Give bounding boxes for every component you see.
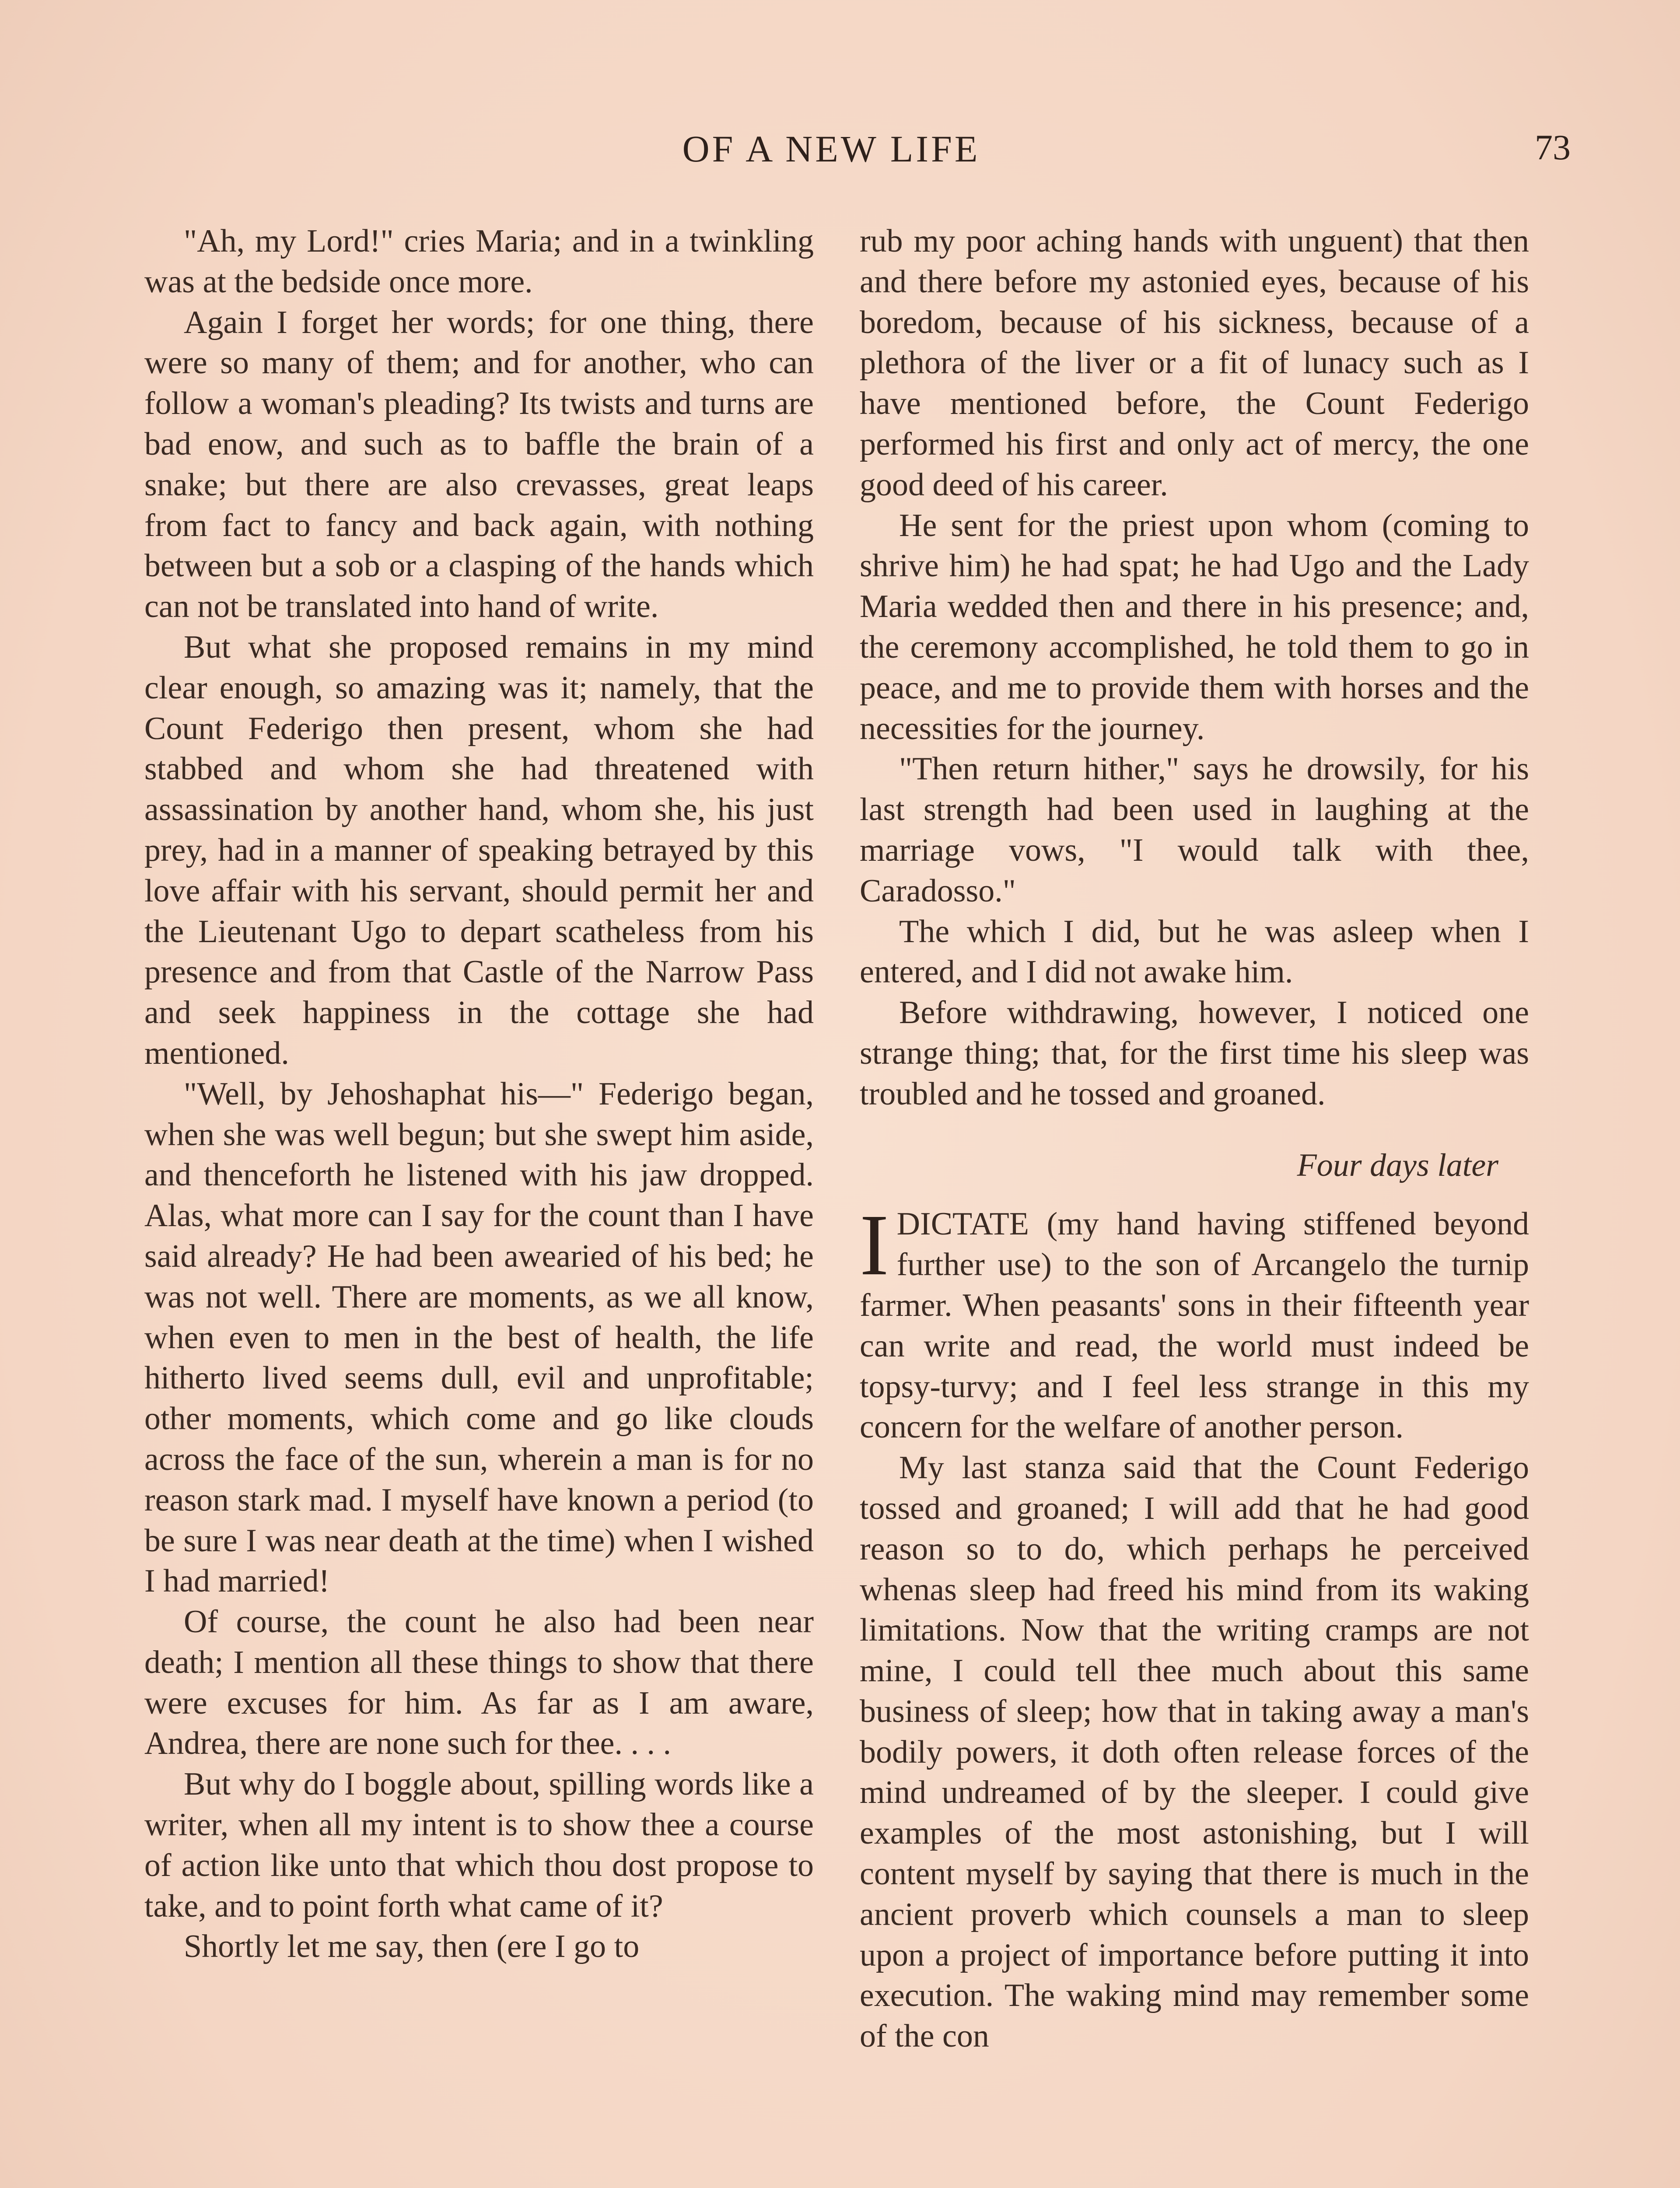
running-title: OF A NEW LIFE: [682, 128, 980, 170]
paragraph: He sent for the priest upon whom (coming to shrive him) he had spat; he had Ugo and the Lady Maria wedded then and there in his presence; and, the ceremony accomplished, he told them to go in peace, and me to provide them with horses and the necessities for the journey.: [860, 507, 1529, 747]
paragraph: But what she proposed remains in my mind clear enough, so amazing was it; namely, that the Count Federigo then present, whom she had stabbed and whom she had threatened with assassination by another hand, whom she, his just prey, had in a manner of speaking betrayed by this love affair with his servant, should permit her and the Lieutenant Ugo to depart scatheless from his presence and from that Castle of the Narrow Pass and seek happiness in the cottage she had mentioned.: [144, 629, 814, 1071]
paragraph: Of course, the count he also had been near death; I mention all these things to show that there were excuses for him. As far as I am aware, Andrea, there are none such for thee. . . .: [144, 1604, 814, 1762]
left-column: [144, 221, 814, 1967]
paragraph: Before withdrawing, however, I noticed one strange thing; that, for the first time his sleep was troubled and he tossed and groaned.: [860, 995, 1529, 1112]
paragraph: rub my poor aching hands with unguent) that then and there before my astonied eyes, because of his boredom, because of his sickness, because of a plethora of the liver or a fit of lunacy such as I have mentioned before, the Count Federigo performed his first and only act of mercy, the one good deed of his career.: [860, 223, 1529, 503]
paragraph: My last stanza said that the Count Federigo tossed and groaned; I will add that he had good reason so to do, which perhaps he perceived whenas sleep had freed his mind from its waking limitations. Now that the writing cramps are not mine, I could tell thee much about this same business of sleep; how that in taking away a man's bodily powers, it doth often release forces of the mind undreamed of by the sleeper. I could give examples of the most astonishing, but I will content myself by saying that there is much in the ancient proverb which counsels a man to sleep upon a project of importance before putting it into execution. The waking mind may remember some of the con: [860, 1450, 1529, 2055]
dropcap-paragraph: [860, 1197, 1529, 1448]
right-column: [860, 221, 1529, 2057]
page-number: 73: [1535, 127, 1571, 167]
paragraph: "Then return hither," says he drowsily, for his last strength had been used in laughing at the marriage vows, "I would talk with thee, Caradosso.": [860, 751, 1529, 909]
dropcap-paragraph-text: DICTATE (my hand having stiffened beyond further use) to the son of Arcangelo the turnip farmer. When peasants' sons in their fifteenth year can write and read, the world must indeed be topsy-turvy; and I feel less strange in this my concern for the welfare of another person.: [860, 1206, 1529, 1445]
paragraph: "Well, by Jehoshaphat his—" Federigo began, when she was well begun; but she swept him aside, and thenceforth he listened with his jaw dropped. Alas, what more can I say for the count than I have said already? He had been awearied of his bed; he was not well. There are moments, as we all know, when even to men in the best of health, the life hitherto lived seems dull, evil and unprofitable; other moments, which come and go like clouds across the face of the sun, wherein a man is for no reason stark mad. I myself have known a period (to be sure I was near death at the time) when I wished I had married!: [144, 1076, 814, 1599]
paragraph: Again I forget her words; for one thing, there were so many of them; and for another, who can follow a woman's pleading? Its twists and turns are bad enow, and such as to baffle the brain of a snake; but there are also crevasses, great leaps from fact to fancy and back again, with nothing between but a sob or a clasping of the hands which can not be translated into hand of write.: [144, 304, 814, 625]
dateline: Four days later: [1297, 1147, 1498, 1183]
paragraph: But why do I boggle about, spilling words like a writer, when all my intent is to show thee a course of action like unto that which thou dost propose to take, and to point forth what came of it?: [144, 1766, 814, 1924]
paragraph: "Ah, my Lord!" cries Maria; and in a twinkling was at the bedside once more.: [144, 223, 814, 300]
paragraph: The which I did, but he was asleep when I entered, and I did not awake him.: [860, 913, 1529, 990]
drop-cap: I: [860, 1197, 889, 1294]
paragraph: Shortly let me say, then (ere I go to: [184, 1929, 640, 1965]
